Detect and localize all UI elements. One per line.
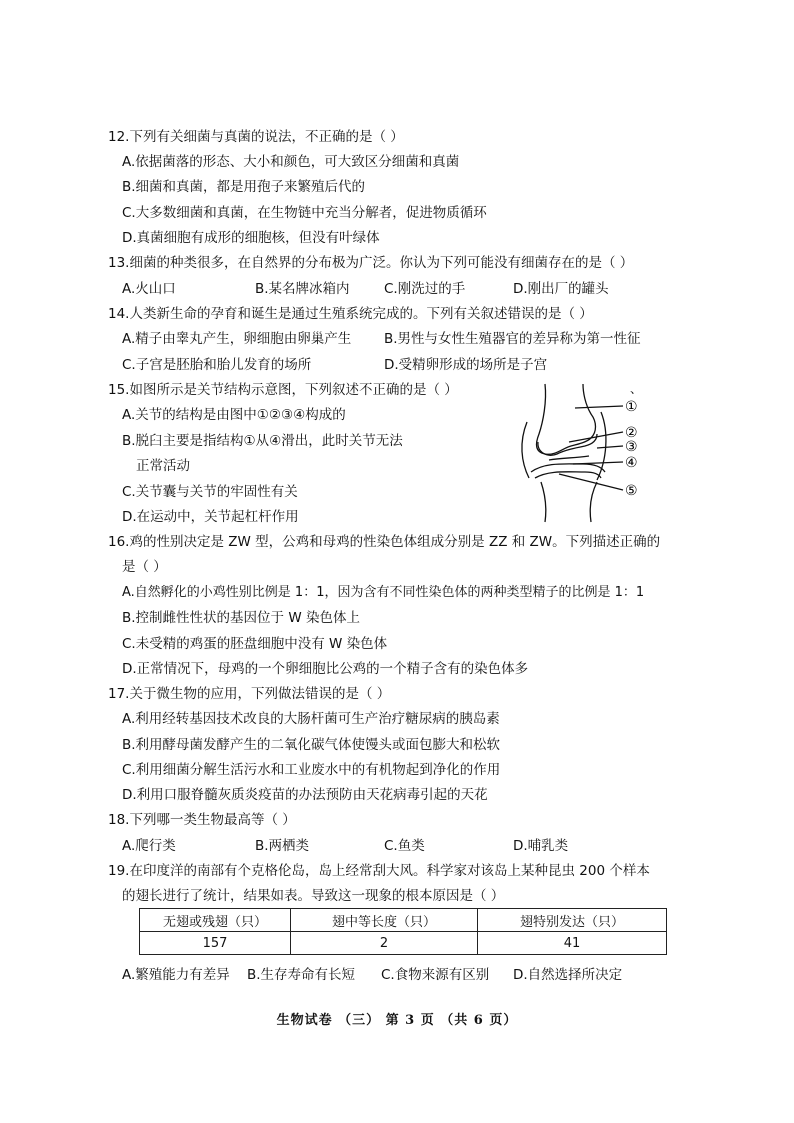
q15-option-b: B.脱臼主要是指结构①从④滑出，此时关节无法 xyxy=(122,433,403,449)
q12-stem: 12.下列有关细菌与真菌的说法，不正确的是（ ） xyxy=(108,129,404,145)
table-header-cell: 无翅或残翅（只） xyxy=(140,909,291,932)
q13-option-d: D.刚出厂的罐头 xyxy=(513,281,609,297)
diagram-label-5: ⑤ xyxy=(625,483,638,499)
table-header-cell: 翅特别发达（只） xyxy=(478,909,667,932)
stray-mark: 、 xyxy=(630,382,643,396)
q19-option-b: B.生存寿命有长短 xyxy=(247,967,356,983)
q14-option-a: A.精子由睾丸产生，卵细胞由卵巢产生 xyxy=(122,331,352,347)
q14-option-b: B.男性与女性生殖器官的差异称为第一性征 xyxy=(384,331,641,347)
q15-option-a: A.关节的结构是由图中①②③④构成的 xyxy=(122,407,346,423)
q18-stem: 18.下列哪一类生物最高等（ ） xyxy=(108,812,296,828)
joint-diagram xyxy=(505,382,665,524)
q17-stem: 17.关于微生物的应用，下列做法错误的是（ ） xyxy=(108,686,391,702)
q16-option-c: C.未受精的鸡蛋的胚盘细胞中没有 W 染色体 xyxy=(122,636,388,652)
q19-option-c: C.食物来源有区别 xyxy=(381,967,490,983)
diagram-label-3: ③ xyxy=(625,439,638,455)
table-header-cell: 翅中等长度（只） xyxy=(291,909,478,932)
table-header-row xyxy=(140,909,667,932)
q14-option-d: D.受精卵形成的场所是子宫 xyxy=(384,357,548,373)
q16-stem-line2: 是（ ） xyxy=(122,559,167,575)
page-footer: 生物试卷 （三） 第 3 页 （共 6 页） xyxy=(276,1013,518,1028)
q12-option-b: B.细菌和真菌，都是用孢子来繁殖后代的 xyxy=(122,179,366,195)
q15-option-d: D.在运动中，关节起杠杆作用 xyxy=(122,509,299,525)
q19-stem-line2: 的翅长进行了统计，结果如表。导致这一现象的根本原因是（ ） xyxy=(122,888,505,904)
q19-option-a: A.繁殖能力有差异 xyxy=(122,967,230,983)
diagram-label-4: ④ xyxy=(625,455,638,471)
table-cell: 157 xyxy=(140,932,291,955)
q17-option-d: D.利用口服脊髓灰质炎疫苗的办法预防由天花病毒引起的天花 xyxy=(122,787,488,803)
q18-option-b: B.两栖类 xyxy=(255,838,310,854)
q19-stem-line1: 19.在印度洋的南部有个克格伦岛，岛上经常刮大风。科学家对该岛上某种昆虫 200 个样本 xyxy=(108,863,650,879)
q17-option-c: C.利用细菌分解生活污水和工业废水中的有机物起到净化的作用 xyxy=(122,762,501,778)
q16-option-d: D.正常情况下，母鸡的一个卵细胞比公鸡的一个精子含有的染色体多 xyxy=(122,661,529,677)
q12-option-d: D.真菌细胞有成形的细胞核，但没有叶绿体 xyxy=(122,230,380,246)
q17-option-b: B.利用酵母菌发酵产生的二氧化碳气体使馒头或面包膨大和松软 xyxy=(122,737,501,753)
q13-option-b: B.某名牌冰箱内 xyxy=(255,281,350,297)
q12-option-c: C.大多数细菌和真菌，在生物链中充当分解者，促进物质循环 xyxy=(122,205,487,221)
q13-stem: 13.细菌的种类很多，在自然界的分布极为广泛。你认为下列可能没有细菌存在的是（ ） xyxy=(108,255,634,271)
q12-option-a: A.依据菌落的形态、大小和颜色，可大致区分细菌和真菌 xyxy=(122,154,460,170)
diagram-label-1: ① xyxy=(625,399,638,415)
q16-option-b: B.控制雌性性状的基因位于 W 染色体上 xyxy=(122,610,360,626)
q13-option-a: A.火山口 xyxy=(122,281,176,297)
q14-option-c: C.子宫是胚胎和胎儿发育的场所 xyxy=(122,357,312,373)
table-cell: 41 xyxy=(478,932,667,955)
q18-option-c: C.鱼类 xyxy=(384,838,425,854)
table-cell: 2 xyxy=(291,932,478,955)
q15-stem: 15.如图所示是关节结构示意图，下列叙述不正确的是（ ） xyxy=(108,382,458,398)
q15-option-c: C.关节囊与关节的牢固性有关 xyxy=(122,484,298,500)
q18-option-d: D.哺乳类 xyxy=(513,838,569,854)
q13-option-c: C.刚洗过的手 xyxy=(384,281,466,297)
q16-option-a: A.自然孵化的小鸡性别比例是 1：1，因为含有不同性染色体的两种类型精子的比例是 1：1 xyxy=(122,585,645,600)
table-row xyxy=(140,932,667,955)
q16-stem-line1: 16.鸡的性别决定是 ZW 型，公鸡和母鸡的性染色体组成分别是 ZZ 和 ZW。下列描述正确的 xyxy=(108,534,661,550)
q18-option-a: A.爬行类 xyxy=(122,838,176,854)
q15-option-b-cont: 正常活动 xyxy=(136,458,190,474)
q19-table xyxy=(139,908,667,955)
diagram-label-2: ② xyxy=(625,425,638,441)
q19-option-d: D.自然选择所决定 xyxy=(513,967,623,983)
q14-stem: 14.人类新生命的孕育和诞生是通过生殖系统完成的。下列有关叙述错误的是（ ） xyxy=(108,306,593,322)
q17-option-a: A.利用经转基因技术改良的大肠杆菌可生产治疗糖尿病的胰岛素 xyxy=(122,711,500,727)
